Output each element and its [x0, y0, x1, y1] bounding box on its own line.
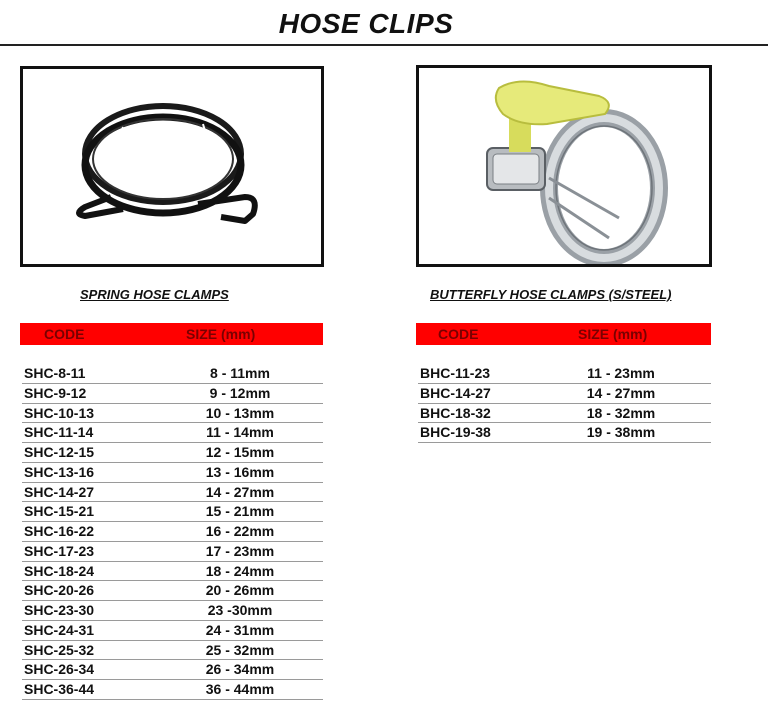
row-code: SHC-18-24	[24, 562, 95, 579]
table-row	[418, 423, 711, 443]
table-row	[22, 680, 323, 700]
table-row	[418, 404, 711, 424]
column-header-code: CODE	[44, 326, 85, 342]
table-row	[22, 384, 323, 404]
butterfly-clamps-heading: BUTTERFLY HOSE CLAMPS (S/STEEL)	[430, 287, 672, 302]
row-code: SHC-13-16	[24, 463, 95, 480]
row-code: SHC-24-31	[24, 621, 95, 638]
row-code: SHC-25-32	[24, 641, 95, 658]
row-size: 15 - 21mm	[205, 503, 275, 520]
table-row	[22, 581, 323, 601]
row-code: BHC-19-38	[420, 424, 491, 441]
row-size: 23 -30mm	[207, 602, 273, 618]
row-code: SHC-12-15	[24, 444, 95, 460]
title-divider	[0, 44, 768, 46]
butterfly-hose-clamp-image	[416, 65, 712, 267]
row-size: 8 - 11mm	[210, 365, 270, 381]
butterfly-hose-clamp-illustration	[419, 68, 709, 264]
row-code: SHC-9-12	[24, 384, 87, 401]
table-row	[22, 641, 323, 661]
spring-clamps-heading: SPRING HOSE CLAMPS	[80, 287, 229, 302]
table-row	[22, 483, 323, 503]
table-row	[22, 364, 323, 384]
row-size: 13 - 16mm	[205, 463, 275, 480]
page-title: HOSE CLIPS	[278, 8, 454, 39]
spring-hose-clamp-image	[20, 66, 324, 267]
column-header-code: CODE	[438, 326, 479, 342]
row-size: 19 - 38mm	[586, 424, 656, 441]
table-row	[22, 423, 323, 443]
table-row	[22, 660, 323, 680]
spring-table-body	[22, 364, 323, 700]
row-code: BHC-11-23	[420, 365, 491, 381]
table-row	[22, 502, 323, 522]
row-code: SHC-11-14	[24, 424, 94, 441]
table-row	[22, 621, 323, 641]
row-code: SHC-17-23	[24, 542, 95, 559]
table-row	[22, 404, 323, 424]
row-code: BHC-18-32	[420, 404, 491, 421]
row-size: 14 - 27mm	[586, 384, 656, 401]
column-header-size: SIZE (mm)	[578, 326, 648, 342]
row-code: SHC-8-11	[24, 365, 86, 381]
row-code: SHC-14-27	[24, 483, 95, 500]
table-row	[22, 601, 323, 621]
row-size: 14 - 27mm	[205, 483, 275, 500]
row-code: SHC-10-13	[24, 404, 95, 421]
row-code: SHC-26-34	[24, 661, 95, 678]
table-row	[418, 384, 711, 404]
row-size: 11 - 23mm	[587, 365, 655, 381]
table-row	[22, 463, 323, 483]
row-code: SHC-20-26	[24, 582, 95, 599]
row-code: SHC-23-30	[24, 602, 95, 618]
row-code: SHC-36-44	[24, 681, 95, 697]
row-size: 11 - 14mm	[206, 424, 274, 441]
table-row	[22, 562, 323, 582]
row-size: 20 - 26mm	[205, 582, 275, 599]
butterfly-table-body	[418, 364, 711, 443]
table-row	[418, 364, 711, 384]
row-size: 16 - 22mm	[205, 523, 275, 539]
table-row	[22, 542, 323, 562]
column-header-size: SIZE (mm)	[186, 326, 256, 342]
row-size: 24 - 31mm	[205, 621, 275, 638]
row-size: 17 - 23mm	[205, 542, 275, 559]
row-code: SHC-16-22	[24, 523, 95, 539]
row-size: 12 - 15mm	[205, 444, 275, 460]
row-size: 10 - 13mm	[205, 404, 275, 421]
row-size: 36 - 44mm	[205, 681, 275, 697]
row-size: 9 - 12mm	[209, 384, 271, 401]
row-size: 26 - 34mm	[205, 661, 275, 678]
row-size: 18 - 24mm	[205, 562, 275, 579]
spring-table-header	[20, 323, 323, 345]
row-size: 25 - 32mm	[205, 641, 275, 658]
row-code: SHC-15-21	[24, 503, 95, 520]
table-row	[22, 443, 323, 463]
butterfly-table-header	[416, 323, 711, 345]
row-code: BHC-14-27	[420, 384, 491, 401]
row-size: 18 - 32mm	[586, 404, 656, 421]
spring-hose-clamp-illustration	[23, 69, 321, 264]
table-row	[22, 522, 323, 542]
